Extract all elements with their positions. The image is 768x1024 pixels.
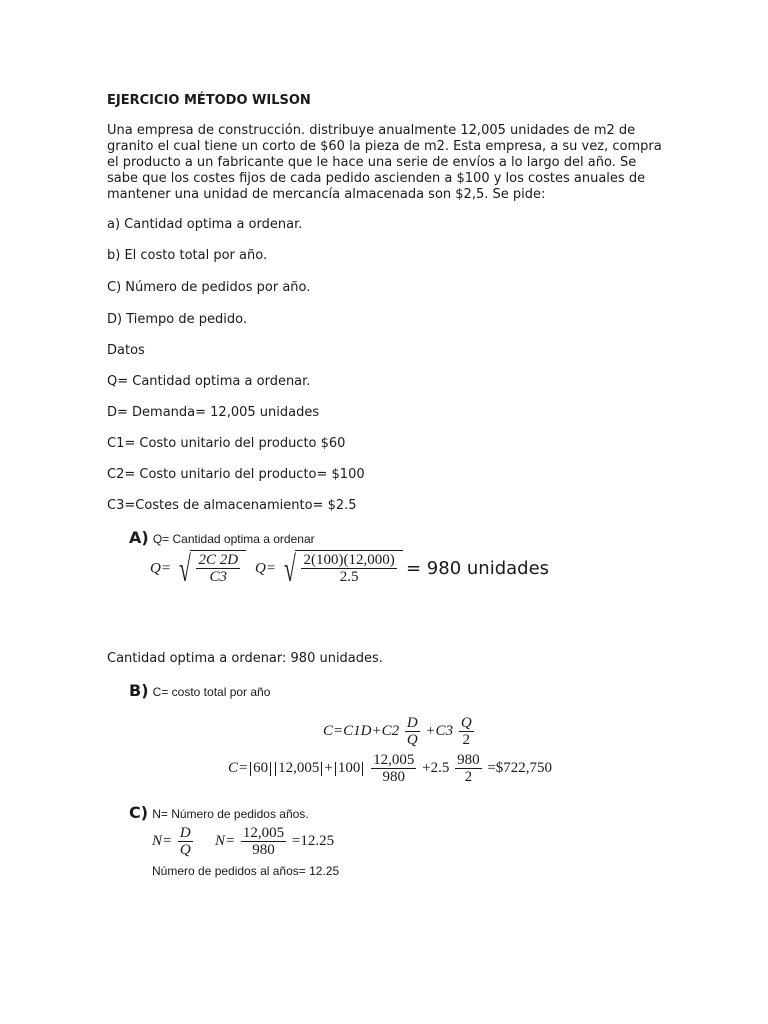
fraction-a-numeric-den: 2.5 bbox=[339, 569, 359, 585]
fraction-b-general-2-den: 2 bbox=[462, 732, 470, 748]
fraction-b-general-1 bbox=[405, 715, 420, 748]
value-demand: 12,005 bbox=[278, 759, 320, 776]
fraction-a-general-den: C3 bbox=[209, 569, 228, 585]
formula-c-numeric-result: =12.25 bbox=[291, 832, 335, 849]
fraction-b-numeric-2-num: 980 bbox=[457, 752, 480, 768]
formula-a-numeric-lhs: Q= bbox=[255, 560, 276, 577]
formula-a-numeric bbox=[255, 550, 403, 588]
formula-c-numeric bbox=[215, 825, 334, 858]
formula-b-general-lhs: C=C1D+C2 bbox=[323, 722, 400, 739]
section-a-caption: Q= Cantidad optima a ordenar bbox=[152, 532, 315, 546]
fraction-c-numeric-den: 980 bbox=[252, 842, 275, 858]
formula-b-numeric-lhs: C= bbox=[228, 759, 249, 776]
section-c-caption: N= Número de pedidos años. bbox=[152, 807, 309, 821]
datos-c2: C2= Costo unitario del producto= $100 bbox=[107, 467, 365, 482]
fraction-b-numeric-2 bbox=[455, 752, 482, 785]
fraction-c-general-den: Q bbox=[179, 842, 191, 858]
fraction-b-general-1-den: Q bbox=[406, 732, 418, 748]
fraction-b-numeric-2-den: 2 bbox=[464, 769, 473, 785]
datos-c1: C1= Costo unitario del producto $60 bbox=[107, 436, 346, 451]
section-a-header bbox=[129, 530, 315, 548]
fraction-b-general-1-num: D bbox=[406, 715, 418, 731]
fraction-c-general-num: D bbox=[179, 825, 191, 841]
formula-c-numeric-lhs: N= bbox=[215, 832, 236, 849]
fraction-a-numeric bbox=[301, 552, 396, 585]
sqrt-a-numeric bbox=[280, 550, 403, 588]
section-b-header bbox=[129, 683, 270, 701]
fraction-b-numeric-1-num: 12,005 bbox=[373, 752, 415, 768]
formula-b-general bbox=[323, 715, 476, 748]
formula-b-numeric-mid: +2.5 bbox=[422, 759, 450, 776]
datos-heading: Datos bbox=[107, 343, 145, 358]
section-a-label: A) bbox=[129, 528, 149, 547]
fraction-c-general bbox=[178, 825, 193, 858]
value-c2: 100 bbox=[337, 759, 361, 776]
fraction-a-general-num: 2C 2D bbox=[198, 552, 239, 568]
datos-c3: C3=Costes de almacenamiento= $2.5 bbox=[107, 498, 357, 513]
question-d: D) Tiempo de pedido. bbox=[107, 312, 247, 327]
formula-b-numeric bbox=[228, 752, 552, 785]
sqrt-icon: √ bbox=[283, 549, 296, 589]
question-a: a) Cantidad optima a ordenar. bbox=[107, 217, 303, 232]
fraction-b-numeric-1 bbox=[371, 752, 416, 785]
fraction-b-numeric-1-den: 980 bbox=[382, 769, 405, 785]
formula-a-general-lhs: Q= bbox=[150, 560, 171, 577]
fraction-b-general-2-num: Q bbox=[460, 715, 472, 731]
section-b-caption: C= costo total por año bbox=[152, 685, 271, 699]
plus-sign: + bbox=[324, 759, 333, 776]
question-b: b) El costo total por año. bbox=[107, 248, 268, 263]
section-b-label: B) bbox=[129, 681, 149, 700]
sqrt-a-general bbox=[175, 550, 246, 588]
page-title: EJERCICIO MÉTODO WILSON bbox=[107, 93, 311, 108]
sqrt-icon: √ bbox=[178, 549, 191, 589]
fraction-b-general-2 bbox=[459, 715, 474, 748]
section-c-label: C) bbox=[129, 803, 149, 822]
section-c-header bbox=[129, 805, 309, 823]
formula-b-general-mid: +C3 bbox=[425, 722, 454, 739]
fraction-c-numeric-num: 12,005 bbox=[242, 825, 285, 841]
intro-paragraph: Una empresa de construcción. distribuye anualmente 12,005 unidades de m2 de granito el cual tiene un corto de $60 la pieza de m2. Esta empresa, a su vez, compra el producto a un fabricante que le hace una serie de envíos a lo largo del año. Se sabe que los costes fijos de cada pedido ascienden a $100 y los costes anuales de mantener una unidad de mercancía almacenada son $2,5. Se pide: bbox=[107, 123, 662, 202]
fraction-a-numeric-num: 2(100)(12,000) bbox=[303, 552, 395, 568]
formula-c-general-lhs: N= bbox=[152, 832, 173, 849]
question-c: C) Número de pedidos por año. bbox=[107, 280, 311, 295]
fraction-a-general bbox=[196, 552, 240, 585]
formula-c-general bbox=[152, 825, 195, 858]
datos-q: Q= Cantidad optima a ordenar. bbox=[107, 374, 311, 389]
summary-a: Cantidad optima a ordenar: 980 unidades. bbox=[107, 651, 383, 666]
value-c1: 60 bbox=[253, 759, 269, 776]
formula-a-general bbox=[150, 550, 246, 588]
formula-b-numeric-result: =$722,750 bbox=[487, 759, 553, 776]
summary-c: Número de pedidos al años= 12.25 bbox=[152, 864, 340, 878]
datos-d: D= Demanda= 12,005 unidades bbox=[107, 405, 320, 420]
result-a: = 980 unidades bbox=[406, 558, 550, 579]
fraction-c-numeric bbox=[241, 825, 286, 858]
